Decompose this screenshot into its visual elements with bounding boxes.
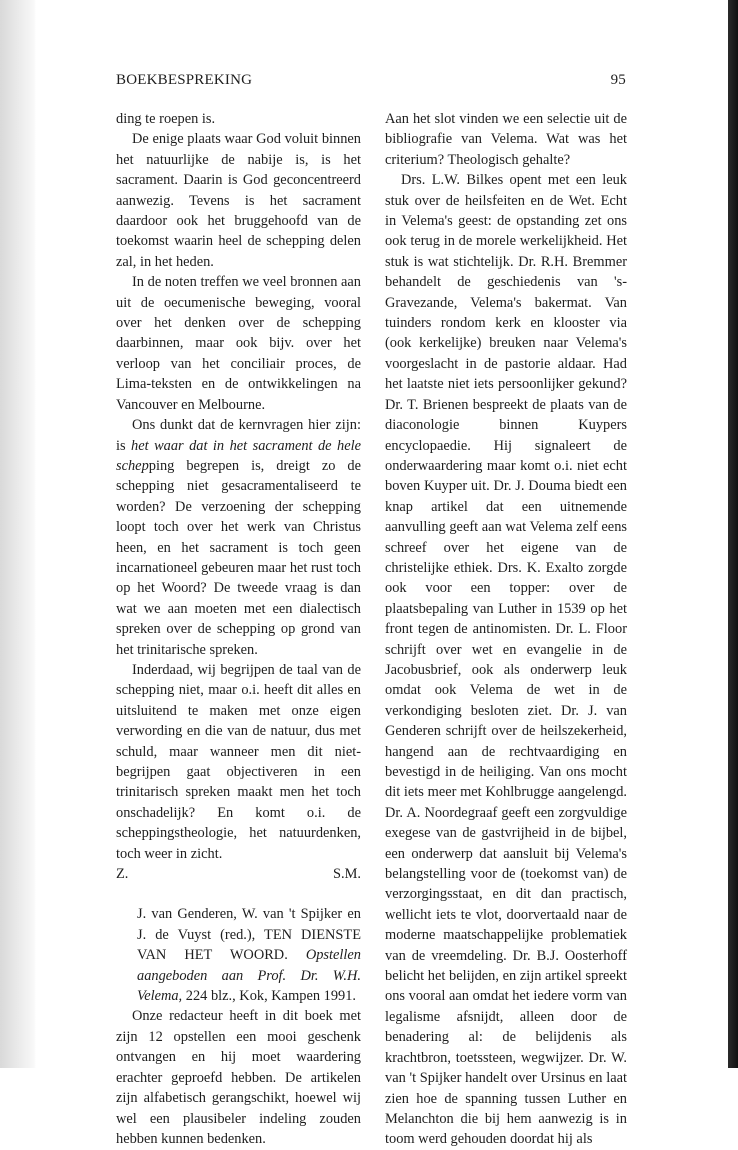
- book-reference: [137, 904, 361, 1006]
- reference-authors: J. van Genderen, W. van 't Spijker en J. de Vuyst (red.), TEN DIENSTE VAN HET WOORD.: [137, 906, 361, 964]
- italic-text: het waar dat in het sacrament de hele schep: [116, 437, 361, 474]
- text-run: ping begrepen is, dreigt zo de schepping niet gesacramentaliseerd te worden? De verzoening der schepping loopt toch over het werk van Christus heen, en het sacrament is toch geen incarnationeel gebeuren maar het rust toch op het Woord? De tweede vraag is dan wat we aan moeten met een dialectisch spreken over de schepping op grond van het trinitarische spreken.: [116, 457, 361, 658]
- paragraph: Aan het slot vinden we een selectie uit de bibliografie van Velema. Wat was het criterium? Theologisch gehalte?: [385, 111, 627, 168]
- paragraph: ding te roepen is.: [116, 111, 216, 127]
- page-number: 95: [610, 72, 626, 88]
- signature-initials: S.M.: [333, 866, 361, 883]
- reference-subtitle: Opstellen aangeboden aan Prof. Dr. W.H. Velema,: [137, 947, 361, 1005]
- paragraph: [116, 415, 361, 660]
- paragraph: In de noten treffen we veel bronnen aan uit de oecumenische beweging, vooral over het denken over de schepping daarbinnen, maar ook bijv. over het verloop van het conciliair proces, de Lima-teksten en de ontwikkelingen na Vancouver en Melbourne.: [116, 274, 361, 413]
- signature-line: [116, 864, 361, 884]
- reference-text: [137, 904, 361, 1006]
- paragraph: Onze redacteur heeft in dit boek met zijn 12 opstellen een mooi geschenk ontvangen en hij moet waardering erachter geproefd hebben. De artikelen zijn alfabetisch gerangschikt, hoewel wij wel een plausibeler indeling zouden hebben kunnen bedenken.: [116, 1008, 361, 1147]
- left-column: [116, 109, 361, 1149]
- signature-initial-left: Z.: [116, 866, 129, 883]
- right-column: [385, 109, 627, 1150]
- paragraph: De enige plaats waar God voluit binnen het natuurlijke de nabije is, is het sacrament. Daarin is God geconcentreerd aanwezig. Tevens is het sacrament daardoor ook het bruggehoofd van de toekomst waarin heel de schepping delen zal, in het heden.: [116, 131, 361, 270]
- section-title: BOEKBESPREKING: [116, 72, 253, 88]
- text-run: Ons dunkt dat de kernvragen hier zijn: is: [116, 417, 361, 454]
- paragraph: Drs. L.W. Bilkes opent met een leuk stuk over de heilsfeiten en de Wet. Echt in Velema's geest: de opstanding zet ons ook terug in de morele werkelijkheid. Het stuk is wat stichtelijk. Dr. R.H. Bremmer behandelt de geschiedenis van 's-Gravezande, Velema's bakermat. Van tuinders rondom kerk en klooster via (ook kerkelijke) breuken naar Velema's voorgeslacht in de pastorie aldaar. Had het laatste niet iets persoonlijker gekund? Dr. T. Brienen bespreekt de plaats van de diaconologie binnen Kuypers encyclopaedie. Hij signaleert de onderwaardering maar komt o.i. niet echt boven Kuyper uit. Dr. J. Douma biedt een knap artikel dat een uitnemende aanvulling geeft aan wat Velema zelf eens schreef over het eigene van de christelijke ethiek. Drs. K. Exalto zorgde ook voor een topper: over de plaatsbepaling van Luther in 1539 op het front tegen de antinomisten. Dr. L. Floor schrijft over wet en evangelie in de Jacobusbrief, ook als onderwerp leuk omdat ook Velema de wet in de verkondiging besloten ziet. Dr. J. van Genderen schrijft over de heilszekerheid, hangend aan de rechtvaardiging en bevestigd in de heiliging. Van ons mocht dit iets meer met Kohlbrugge aangelengd. Dr. A. Noordegraaf geeft een zorgvuldige exegese van de gastvrijheid in de bijbel, een onderwerp dat aansluit bij Velema's belangstelling voor de (toekomst van) de verzorgingsstaat, en dit dan practisch, wellicht iets te vlot, doorvertaald naar de moderne maatschappelijke problematiek van de vreemdeling. Dr. B.J. Oosterhoff belicht het belijden, en zijn artikel spreekt ons vooral aan omdat het iedere vorm van legalisme afsnijdt, alleen door de benadering al: de belijdenis als krachtbron, toetssteen, wegwijzer. Dr. W. van 't Spijker handelt over Ursinus en laat zien hoe de spanning tussen Luther en Melanchton die bij hem aanwezig is in toom werd gehouden doordat hij als: [385, 172, 627, 1148]
- reference-publisher: 224 blz., Kok, Kampen 1991.: [182, 988, 357, 1005]
- paragraph: Inderdaad, wij begrijpen de taal van de schepping niet, maar o.i. heeft dit alles en uitsluitend te maken met onze eigen verwording en die van de natuur, dus met schuld, maar wanneer men dit niet-begrijpen gaat objectiveren in een trinitarisch spreken maakt men het toch onschadelijk? En komt o.i. de scheppingstheologie, het natuurdenken, toch weer in zicht.: [116, 661, 361, 862]
